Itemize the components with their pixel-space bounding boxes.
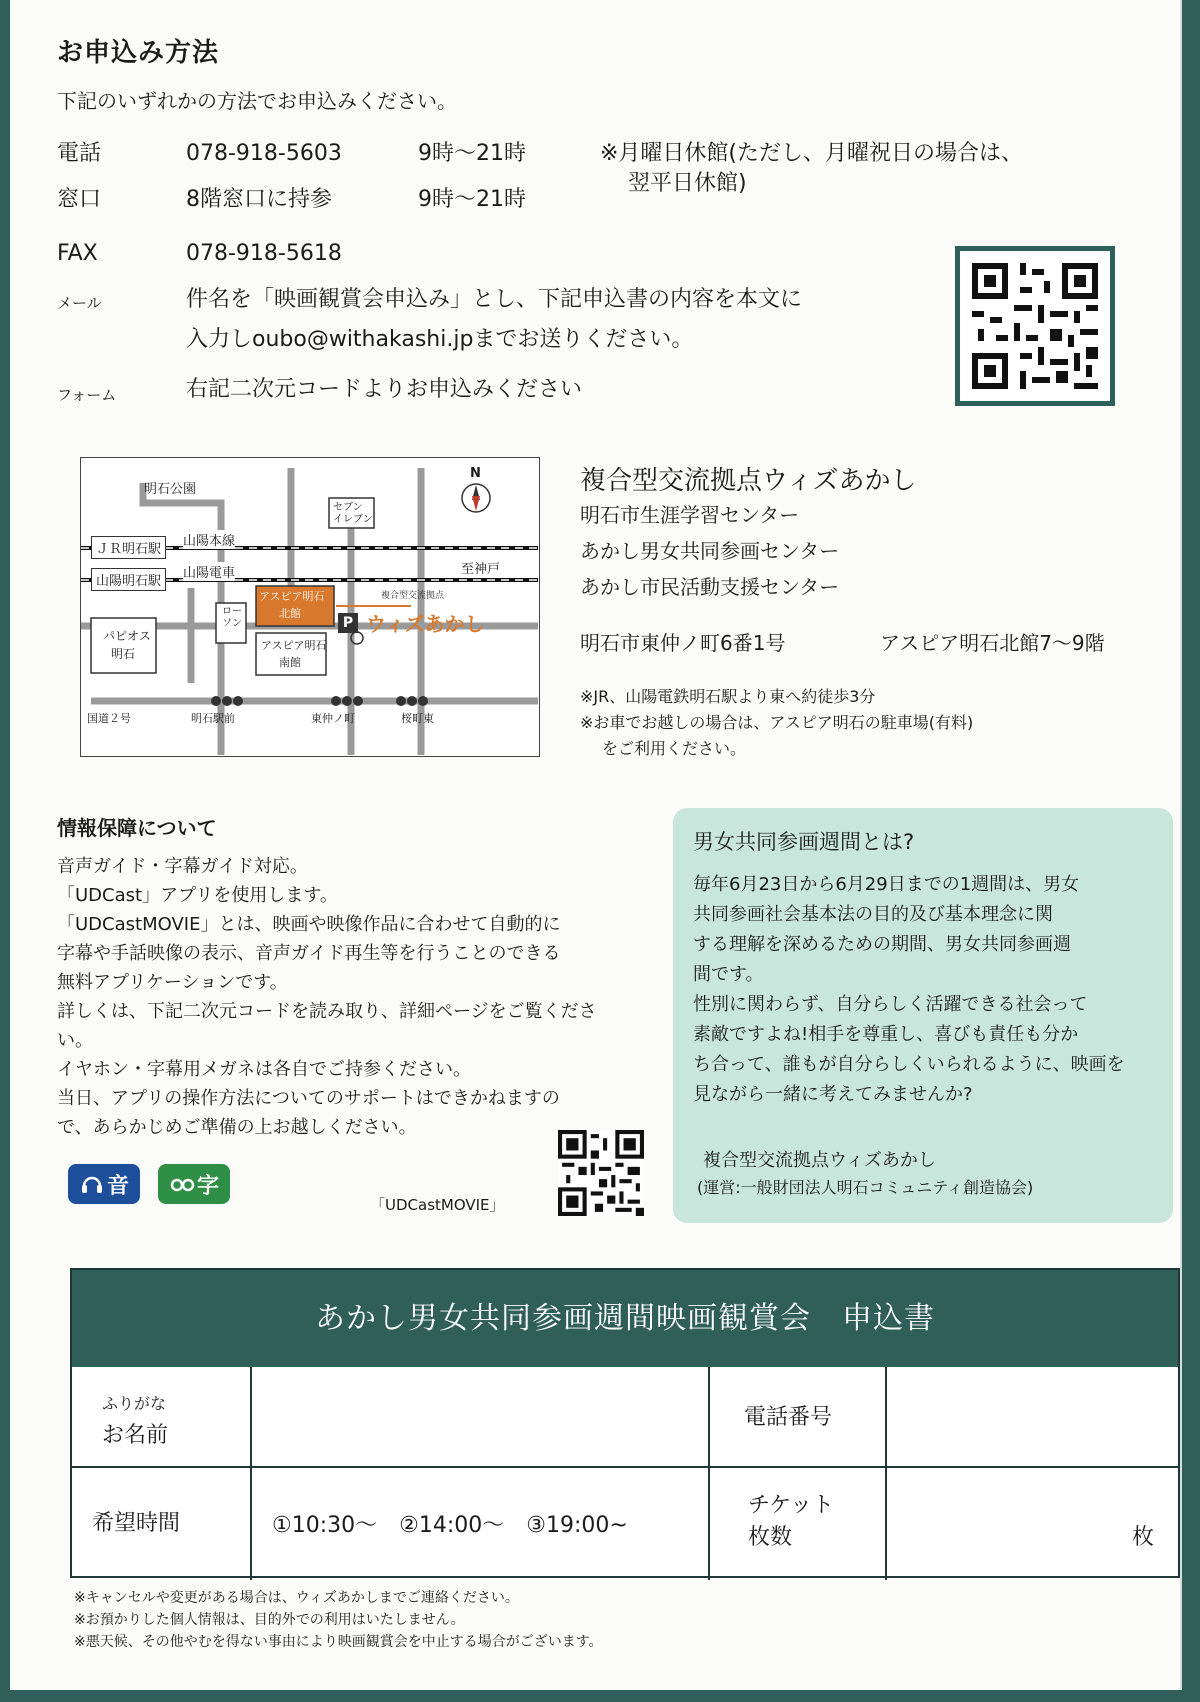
week-line: 間です。 [693,964,764,985]
info-line: 詳しくは、下記二次元コードを読み取り、詳細ページをご覧くださ [57,1001,597,1022]
map-label-seven-1: セブン [333,502,363,513]
map-label-sanyo-line: 山陽本線 [183,530,235,549]
qr-code-icon [558,1130,644,1216]
application-form [70,1268,1180,1578]
footnotes [74,1587,603,1653]
map-label-aspia-north-1: アスピア明石 [259,590,325,603]
ticket-count-input-cell[interactable] [889,1470,1178,1576]
facility-building: アスピア明石北館7～9階 [880,631,1105,655]
fax-number: 078-918-5618 [186,241,342,266]
access-note-1: ※JR、山陽電鉄明石駅より東へ約徒歩3分 [580,687,876,706]
phone-number-label: 電話番号 [744,1405,833,1430]
week-line: 見ながら一緒に考えてみませんか? [693,1084,973,1105]
name-label: お名前 [102,1423,169,1448]
access-note-3: をご利用ください。 [602,739,747,758]
map-label-with-akashi: ウィズあかし [366,612,485,636]
footnote: ※キャンセルや変更がある場合は、ウィズあかしまでご連絡ください。 [74,1590,519,1606]
phone-label: 電話 [57,141,102,166]
time-options[interactable]: ①10:30～ ②14:00～ ③19:00~ [272,1513,628,1538]
info-line: 字幕や手話映像の表示、音声ガイド再生等を行うことのできる [57,943,561,964]
facility-name: 複合型交流拠点ウィズあかし [580,466,917,496]
info-line: 音声ガイド・字幕ガイド対応。 [57,856,308,877]
map-label-lawson: ローソン [222,606,242,629]
map-label-seven-2: イレブン [333,514,373,525]
ticket-unit: 枚 [1132,1525,1155,1550]
map-label-sakuramachi: 桜町東 [401,712,434,725]
facility-center-1: 明石市生涯学習センター [580,503,800,527]
form-method-text: 右記二次元コードよりお申込みください [186,377,583,402]
caption-guide-badge [158,1164,230,1204]
map-label-park: 明石公園 [144,482,197,497]
week-line: 毎年6月23日から6月29日までの1週間は、男女 [693,874,1080,895]
phone-number: 078-918-5603 [186,141,342,166]
info-line: イヤホン・字幕用メガネは各自でご持参ください。 [57,1059,471,1080]
form-row-divider [72,1466,1178,1468]
map-label-jr-station: ＪＲ明石駅 [91,536,166,559]
week-line: 性別に関わらず、自分らしく活躍できる社会って [693,994,1088,1015]
map-label-aspia-south-2: 南館 [279,656,301,669]
counter-label: 窓口 [57,187,102,212]
furigana-label: ふりがな [102,1394,167,1413]
gender-equality-week-box [673,808,1173,1223]
counter-hours: 9時～21時 [418,187,526,212]
map-label-higashinaka: 東仲ノ町 [311,712,355,725]
ticket-label-2: 枚数 [748,1525,793,1550]
map-label-to-kobe: 至神戸 [461,558,500,577]
form-title: あかし男女共同参画週間映画観賞会 申込書 [72,1270,1178,1367]
info-line: 当日、アプリの操作方法についてのサポートはできかねますの [57,1088,560,1109]
qr-code-icon [960,251,1110,401]
ticket-label-1: チケット [748,1493,835,1518]
form-col-divider [885,1367,887,1580]
form-method-label: フォーム [57,386,117,404]
headphones-icon [79,1171,105,1197]
map-label-aspia-north-2: 北館 [279,607,301,620]
phone-input-cell[interactable] [889,1370,1178,1464]
form-col-divider [708,1367,710,1580]
week-org: 複合型交流拠点ウィズあかし [703,1150,936,1171]
udcast-qr-caption: 「UDCastMOVIE」 [370,1196,505,1214]
map-label-pavios-2: 明石 [111,647,136,661]
map-label-sanyo-station: 山陽明石駅 [91,568,166,591]
mail-line-1: 件名を「映画観賞会申込み」とし、下記申込書の内容を本文に [186,287,803,312]
week-line: 共同参画社会基本法の目的及び基本理念に関 [693,904,1053,925]
facility-address: 明石市東仲ノ町6番1号 [580,631,786,655]
info-line: 「UDCast」アプリを使用します。 [57,885,338,906]
fax-label: FAX [57,241,98,266]
application-qr-code[interactable] [955,246,1115,406]
access-map [80,457,540,757]
week-line: する理解を深めるための期間、男女共同参画週 [693,934,1071,955]
week-title: 男女共同参画週間とは? [693,830,915,854]
access-note-2: ※お車でお越しの場合は、アスピア明石の駐車場(有料) [580,713,974,732]
caption-glasses-icon [169,1171,195,1197]
week-operator: (運営:一般財団法人明石コミュニティ創造協会) [697,1178,1034,1197]
week-line: ち合って、誰もが自分らしくいられるように、映画を [693,1054,1125,1075]
counter-value: 8階窓口に持参 [186,187,332,212]
map-label-pavios-1: パピオス [103,629,151,643]
compass-north-icon: N [470,466,481,481]
mail-label: メール [57,294,102,312]
info-title: 情報保障について [57,816,217,840]
map-roads [81,458,538,755]
mail-line-2: 入力しoubo@withakashi.jpまでお送りください。 [186,327,694,352]
footnote: ※お預かりした個人情報は、目的外での利用はいたしません。 [74,1612,465,1628]
footnote: ※悪天候、その他やむを得ない事由により映画観賞会を中止する場合がございます。 [74,1634,603,1650]
form-col-divider [250,1367,252,1580]
map-label-sanyo-railway: 山陽電車 [183,562,235,581]
facility-center-3: あかし市民活動支援センター [580,575,840,599]
week-body [693,870,1125,1110]
map-label-akashi-ekimae: 明石駅前 [191,712,235,725]
closed-note-1: ※月曜日休館(ただし、月曜祝日の場合は、 [600,141,1024,166]
phone-hours: 9時～21時 [418,141,526,166]
audio-guide-badge [68,1164,140,1204]
facility-center-2: あかし男女共同参画センター [580,539,840,563]
preferred-time-label: 希望時間 [92,1511,181,1536]
map-parking-icon: P [338,613,358,633]
map-label-with-small: 複合型交流拠点 [381,591,445,601]
info-line: で、あらかじめご準備の上お越しください。 [57,1117,417,1138]
week-line: 素敵ですよね!相手を尊重し、喜びも責任も分か [693,1024,1079,1045]
closed-note-2: 翌平日休館) [628,171,747,196]
name-input-cell[interactable] [254,1370,706,1464]
info-line: い。 [57,1030,93,1051]
apply-intro: 下記のいずれかの方法でお申込みください。 [57,89,457,113]
map-label-route-2: 国道２号 [87,712,131,725]
audio-badge-label: 音 [106,1173,129,1199]
info-line: 無料アプリケーションです。 [57,972,288,993]
info-line: 「UDCastMOVIE」とは、映画や映像作品に合わせて自動的に [57,914,561,935]
info-body [57,852,597,1142]
apply-title: お申込み方法 [57,38,220,68]
flyer-back-page [10,0,1182,1690]
caption-badge-label: 字 [196,1173,219,1199]
map-label-aspia-south-1: アスピア明石 [261,639,327,652]
udcast-qr-code[interactable] [558,1130,644,1216]
